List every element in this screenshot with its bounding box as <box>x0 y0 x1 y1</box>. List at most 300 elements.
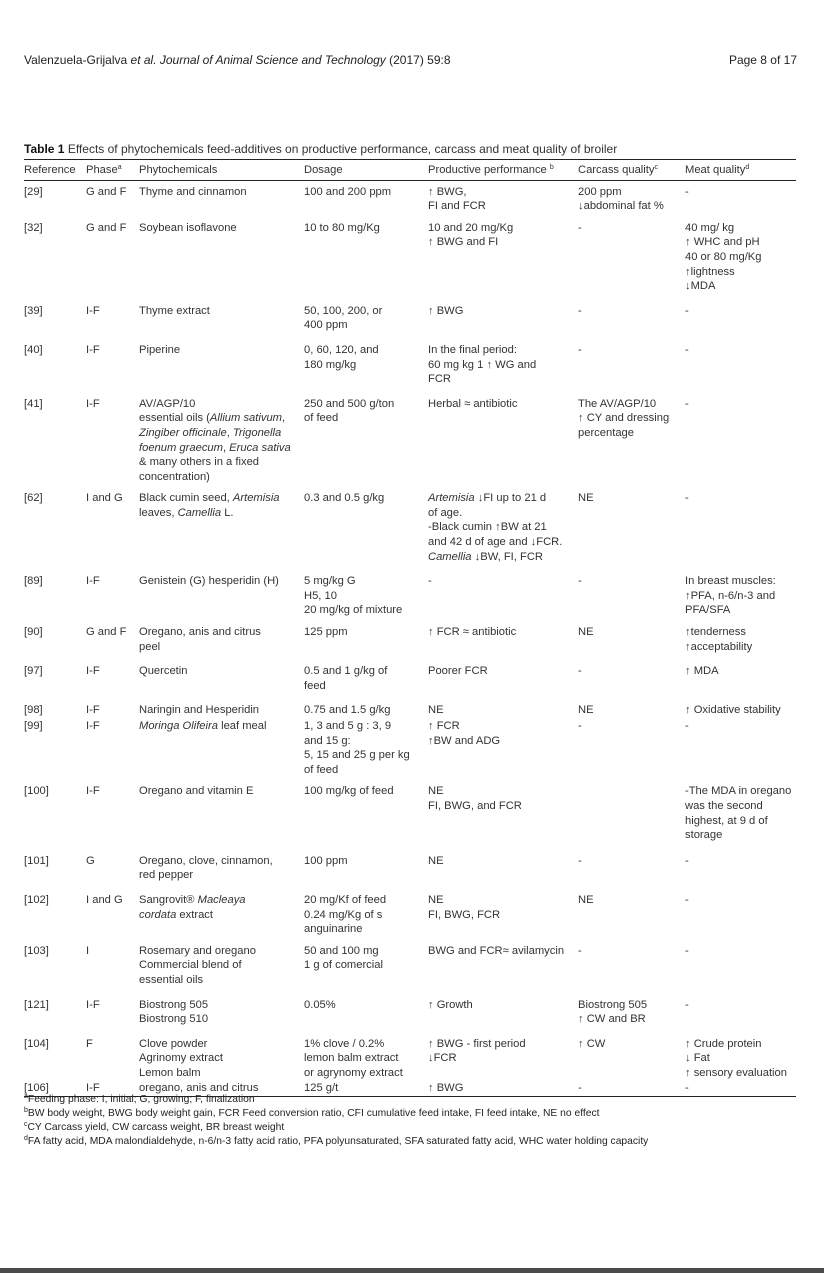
column-header-productive-performance: Productive performance $^b$ <box>428 160 578 181</box>
cell-line: - <box>578 665 582 678</box>
footnote-d: $^d$FA fatty acid, MDA malondialdehyde, n-6/n-3 fatty acid ratio, PFA polyunsaturated, SFA saturated fatty acid, WHC water holding capacity <box>24 1135 649 1147</box>
cell-carcass-quality <box>578 998 685 1037</box>
cell-line: essential oils (Allium sativum, <box>139 412 286 425</box>
cell-line: - <box>578 575 582 588</box>
cell-meat-quality <box>685 221 796 304</box>
cell-line: - <box>578 343 582 356</box>
cell-line: FCR <box>428 373 451 386</box>
cell-line: ↓MDA <box>685 280 716 293</box>
cell-phase: I-F <box>86 304 100 317</box>
cell-phase: I-F <box>86 998 100 1011</box>
cell-line: FI, BWG, and FCR <box>428 799 522 812</box>
cell-line: Naringin and Hesperidin <box>139 704 260 717</box>
cell-line: 40 mg/ kg <box>685 221 735 234</box>
cell-phase: G and F <box>86 185 127 198</box>
cell-line: FI and FCR <box>428 200 486 213</box>
cell-line: ↑ CW and BR <box>578 1013 646 1026</box>
cell-line: 0.05% <box>304 998 336 1011</box>
cell-carcass-quality <box>578 625 685 664</box>
cell-line: ↓ Fat <box>685 1052 710 1065</box>
cell-phase: G and F <box>86 626 127 639</box>
cell-meat-quality <box>685 893 796 944</box>
cell-line: FI, BWG, FCR <box>428 908 501 921</box>
cell-line: 125 ppm <box>304 626 348 639</box>
cell-carcass-quality <box>578 221 685 304</box>
cell-meat-quality <box>685 574 796 625</box>
cell-phase: I-F <box>86 665 100 678</box>
table-row <box>24 1037 796 1082</box>
cell-line: 10 and 20 mg/Kg <box>428 221 514 234</box>
cell-line: ↑ sensory evaluation <box>685 1066 787 1079</box>
cell-reference: [90] <box>24 626 43 639</box>
cell-line: 0.5 and 1 g/kg of <box>304 665 388 678</box>
cell-line: ↑ BWG <box>428 1082 464 1095</box>
header-etal: et al. <box>130 53 157 67</box>
cell-line: 5 mg/kg G <box>304 575 356 588</box>
cell-phytochemicals <box>139 944 304 998</box>
cell-line: ↑ WHC and pH <box>685 236 760 249</box>
cell-line: ↑ Growth <box>428 998 473 1011</box>
cell-line: NE <box>578 492 594 505</box>
cell-line: NE <box>428 785 444 798</box>
cell-meat-quality <box>685 491 796 574</box>
cell-line: NE <box>428 893 444 906</box>
cell-carcass-quality <box>578 944 685 998</box>
column-header-meat-quality: Meat quality$^d$ <box>685 160 796 181</box>
cell-productive-performance <box>428 343 578 397</box>
cell-line: ↑ CW <box>578 1037 606 1050</box>
cell-line: Moringa Olifeira leaf meal <box>139 720 267 732</box>
cell-phase: I-F <box>86 575 100 588</box>
cell-productive-performance <box>428 180 578 221</box>
cell-line: leaves, Camellia L. <box>139 506 234 519</box>
cell-dosage <box>304 397 428 492</box>
cell-reference: [100] <box>24 785 49 798</box>
cell-line: - <box>685 185 689 198</box>
cell-line: 200 ppm <box>578 185 622 198</box>
cell-line: foenum graecum, Eruca sativa <box>139 441 291 454</box>
cell-reference: [89] <box>24 575 43 588</box>
cell-dosage <box>304 574 428 625</box>
cell-dosage <box>304 998 428 1037</box>
cell-carcass-quality <box>578 854 685 893</box>
cell-phase: I and G <box>86 492 123 505</box>
cell-meat-quality <box>685 854 796 893</box>
table-row <box>24 180 796 221</box>
cell-line: NE <box>428 704 444 717</box>
cell-meat-quality <box>685 784 796 853</box>
cell-reference: [104] <box>24 1037 49 1050</box>
cell-line: 250 and 500 g/ton <box>304 397 395 410</box>
cell-line: The AV/AGP/10 <box>578 397 657 410</box>
cell-line: & many others in a fixed <box>139 456 260 469</box>
cell-productive-performance <box>428 304 578 343</box>
cell-carcass-quality <box>578 893 685 944</box>
cell-phytochemicals <box>139 491 304 574</box>
cell-phytochemicals <box>139 397 304 492</box>
cell-meat-quality <box>685 664 796 703</box>
cell-line: 100 and 200 ppm <box>304 185 392 198</box>
cell-phytochemicals <box>139 998 304 1037</box>
cell-line: 125 g/t <box>304 1082 339 1095</box>
cell-line: 0.24 mg/Kg of s <box>304 908 383 921</box>
cell-dosage <box>304 703 428 719</box>
cell-reference: [29] <box>24 185 43 198</box>
cell-line: of age. <box>428 506 463 519</box>
cell-productive-performance <box>428 664 578 703</box>
cell-phase: I-F <box>86 704 100 717</box>
column-header-phase: Phase$^a$ <box>86 160 139 181</box>
cell-dosage <box>304 221 428 304</box>
cell-line: - <box>578 944 582 957</box>
cell-carcass-quality <box>578 397 685 492</box>
cell-reference: [62] <box>24 492 43 505</box>
cell-carcass-quality <box>578 304 685 343</box>
cell-line: - <box>685 492 689 505</box>
cell-phytochemicals <box>139 304 304 343</box>
cell-line: - <box>685 854 689 867</box>
cell-line: Black cumin seed, Artemisia <box>139 492 280 505</box>
column-header-reference: Reference <box>24 160 86 181</box>
cell-carcass-quality <box>578 703 685 719</box>
cell-line: Lemon balm <box>139 1066 201 1079</box>
cell-line: ↑PFA, n-6/n-3 and <box>685 589 776 602</box>
cell-line: peel <box>139 640 161 653</box>
cell-reference: [41] <box>24 397 43 410</box>
cell-line: 0.75 and 1.5 g/kg <box>304 704 391 717</box>
cell-phytochemicals <box>139 221 304 304</box>
cell-productive-performance <box>428 397 578 492</box>
cell-productive-performance <box>428 719 578 784</box>
cell-line: Zingiber officinale, Trigonella <box>139 426 282 439</box>
cell-dosage <box>304 343 428 397</box>
cell-line: Herbal ≈ antibiotic <box>428 397 518 410</box>
cell-carcass-quality <box>578 574 685 625</box>
cell-phase: G and F <box>86 221 127 234</box>
cell-line: highest, at 9 d of <box>685 814 768 827</box>
cell-meat-quality <box>685 343 796 397</box>
table-row <box>24 784 796 853</box>
cell-dosage <box>304 625 428 664</box>
header-authors: Valenzuela-Grijalva <box>24 53 128 67</box>
cell-line: -The MDA in oregano <box>685 785 792 798</box>
cell-dosage <box>304 304 428 343</box>
cell-line: Oregano, anis and citrus <box>139 626 261 639</box>
cell-line: - <box>685 944 689 957</box>
cell-line: Biostrong 505 <box>578 998 648 1011</box>
cell-line: 40 or 80 mg/Kg <box>685 250 762 263</box>
cell-phase: I-F <box>86 785 100 798</box>
table-row <box>24 574 796 625</box>
cell-line: feed <box>304 679 326 692</box>
cell-line: Agrinomy extract <box>139 1052 223 1065</box>
cell-line: 50, 100, 200, or <box>304 304 383 317</box>
cell-line: Piperine <box>139 343 181 356</box>
cell-line: ↑ BWG <box>428 304 464 317</box>
cell-meat-quality <box>685 703 796 719</box>
cell-reference: [99] <box>24 720 43 732</box>
cell-phytochemicals <box>139 703 304 719</box>
cell-line: oregano, anis and citrus <box>139 1082 259 1095</box>
cell-line: ↓FCR <box>428 1052 457 1065</box>
column-header-phytochemicals: Phytochemicals <box>139 160 304 181</box>
cell-line: ↑tenderness <box>685 626 746 639</box>
cell-line: Biostrong 505 <box>139 998 209 1011</box>
cell-line: NE <box>578 704 594 717</box>
cell-line: 400 ppm <box>304 319 348 332</box>
table-caption-label: Table 1 <box>24 142 65 156</box>
table-row <box>24 625 796 664</box>
cell-productive-performance <box>428 221 578 304</box>
cell-line: NE <box>428 854 444 867</box>
cell-line: ↑ MDA <box>685 665 719 678</box>
cell-line: - <box>685 397 689 410</box>
page-number: Page 8 of 17 <box>728 53 797 67</box>
table-row <box>24 664 796 703</box>
cell-reference: [101] <box>24 854 49 867</box>
cell-meat-quality <box>685 944 796 998</box>
cell-line: Poorer FCR <box>428 665 488 678</box>
cell-line: BWG and FCR≈ avilamycin <box>428 944 565 957</box>
cell-line: storage <box>685 829 723 842</box>
cell-line: 0, 60, 120, and <box>304 343 379 356</box>
viewer-bottom-bar <box>0 1268 824 1273</box>
cell-dosage <box>304 854 428 893</box>
table-row <box>24 343 796 397</box>
cell-line: 10 to 80 mg/Kg <box>304 221 380 234</box>
cell-carcass-quality <box>578 784 685 853</box>
column-header-carcass-quality: Carcass quality$^c$ <box>578 160 685 181</box>
cell-carcass-quality <box>578 180 685 221</box>
table-header-row <box>24 160 796 181</box>
cell-line: Soybean isoflavone <box>139 221 237 234</box>
cell-phytochemicals <box>139 625 304 664</box>
cell-line: cordata extract <box>139 908 214 921</box>
cell-phase: I and G <box>86 893 123 906</box>
cell-line: 100 ppm <box>304 854 348 867</box>
cell-productive-performance <box>428 784 578 853</box>
cell-line: AV/AGP/10 <box>139 397 196 410</box>
cell-meat-quality <box>685 180 796 221</box>
cell-meat-quality <box>685 1037 796 1082</box>
table-footnotes <box>24 1093 648 1149</box>
cell-phase: I-F <box>86 1081 139 1096</box>
cell-line: Thyme extract <box>139 304 210 317</box>
cell-line: In the final period: <box>428 343 517 356</box>
cell-line: ↑ Oxidative stability <box>685 704 781 717</box>
data-table <box>24 159 796 1097</box>
cell-line: 100 mg/kg of feed <box>304 785 394 798</box>
table-row <box>24 397 796 492</box>
cell-line: Artemisia ↓FI up to 21 d <box>428 492 547 505</box>
cell-line: - <box>685 720 689 732</box>
cell-line: 1 g of comercial <box>304 959 383 972</box>
cell-line: - <box>685 893 689 906</box>
table-row <box>24 998 796 1037</box>
table-row <box>24 221 796 304</box>
cell-line: was the second <box>685 799 763 812</box>
cell-line: 1% clove / 0.2% <box>304 1037 385 1050</box>
table-caption-text: Effects of phytochemicals feed-additives on productive performance, carcass and meat quality of broiler <box>67 142 618 156</box>
cell-line: Biostrong 510 <box>139 1013 209 1026</box>
running-header <box>24 53 451 67</box>
cell-line: of feed <box>304 763 339 776</box>
cell-phytochemicals <box>139 343 304 397</box>
cell-line: H5, 10 <box>304 589 337 602</box>
cell-line: ↑lightness <box>685 265 735 278</box>
cell-phase: G <box>86 854 95 867</box>
cell-line: percentage <box>578 426 634 439</box>
header-journal: Journal of Animal Science and Technology <box>159 53 386 67</box>
cell-line: - <box>578 304 582 317</box>
table-caption <box>24 142 617 156</box>
cell-phytochemicals <box>139 664 304 703</box>
cell-productive-performance <box>428 854 578 893</box>
cell-line: 20 mg/Kf of feed <box>304 893 387 906</box>
cell-dosage <box>304 719 428 784</box>
cell-meat-quality <box>685 1081 796 1096</box>
cell-line: - <box>578 720 582 732</box>
column-header-dosage: Dosage <box>304 160 428 181</box>
cell-line: ↓abdominal fat % <box>578 200 664 213</box>
cell-phytochemicals <box>139 784 304 853</box>
cell-line: 50 and 100 mg <box>304 944 379 957</box>
cell-productive-performance <box>428 998 578 1037</box>
cell-meat-quality <box>685 397 796 492</box>
cell-phytochemicals <box>139 574 304 625</box>
cell-carcass-quality <box>578 343 685 397</box>
cell-line: Commercial blend of <box>139 959 242 972</box>
cell-line: ↑ CY and dressing <box>578 412 670 425</box>
cell-line: NE <box>578 626 594 639</box>
cell-productive-performance <box>428 625 578 664</box>
cell-reference: [121] <box>24 998 49 1011</box>
cell-phase: I-F <box>86 720 100 732</box>
cell-meat-quality <box>685 304 796 343</box>
cell-phase: I <box>86 944 90 957</box>
cell-line: 180 mg/kg <box>304 358 357 371</box>
cell-line: ↑ Crude protein <box>685 1037 762 1050</box>
cell-productive-performance <box>428 944 578 998</box>
cell-dosage <box>304 180 428 221</box>
cell-dosage <box>304 1037 428 1082</box>
cell-phytochemicals <box>139 1037 304 1082</box>
cell-reference: [102] <box>24 893 49 906</box>
cell-line: Thyme and cinnamon <box>139 185 247 198</box>
footnote-a: $^a$Feeding phase: I, initial; G, growing; F, finalization <box>24 1093 255 1105</box>
cell-reference: [98] <box>24 704 43 717</box>
table-row <box>24 304 796 343</box>
cell-line: -Black cumin ↑BW at 21 <box>428 521 547 534</box>
cell-meat-quality <box>685 625 796 664</box>
cell-reference: [103] <box>24 944 49 957</box>
cell-line: ↑ BWG and FI <box>428 236 499 249</box>
cell-phase: I-F <box>86 343 100 356</box>
cell-line: and 42 d of age and ↓FCR. <box>428 536 563 549</box>
cell-dosage <box>304 944 428 998</box>
cell-line: Genistein (G) hesperidin (H) <box>139 575 279 588</box>
table-row <box>24 944 796 998</box>
cell-line: - <box>685 304 689 317</box>
cell-line: In breast muscles: <box>685 575 776 588</box>
cell-dosage <box>304 784 428 853</box>
cell-productive-performance <box>428 491 578 574</box>
cell-carcass-quality <box>578 664 685 703</box>
cell-line: - <box>685 1082 689 1095</box>
cell-line: Rosemary and oregano <box>139 944 256 957</box>
cell-reference: [32] <box>24 221 43 234</box>
cell-dosage <box>304 893 428 944</box>
cell-line: ↑ FCR <box>428 720 460 732</box>
cell-line: - <box>428 575 432 588</box>
cell-reference: [39] <box>24 304 43 317</box>
cell-line: and 15 g: <box>304 734 351 747</box>
cell-line: ↑acceptability <box>685 640 753 653</box>
cell-line: Oregano and vitamin E <box>139 785 254 798</box>
cell-line: 60 mg kg 1 ↑ WG and <box>428 358 537 371</box>
cell-line: - <box>578 854 582 867</box>
table-row <box>24 893 796 944</box>
cell-line: - <box>578 221 582 234</box>
cell-line: essential oils <box>139 973 204 986</box>
cell-line: or agrynomy extract <box>304 1066 403 1079</box>
cell-dosage <box>304 664 428 703</box>
footnote-c: $^c$CY Carcass yield, CW carcass weight, BR breast weight <box>24 1121 285 1133</box>
cell-meat-quality <box>685 998 796 1037</box>
header-citation: (2017) 59:8 <box>389 53 451 67</box>
cell-phytochemicals <box>139 180 304 221</box>
cell-line: NE <box>578 893 594 906</box>
cell-line: ↑ FCR ≈ antibiotic <box>428 626 517 639</box>
cell-line: - <box>578 1082 582 1095</box>
cell-line: 20 mg/kg of mixture <box>304 604 403 617</box>
cell-line: 0.3 and 0.5 g/kg <box>304 492 385 505</box>
cell-line: red pepper <box>139 869 194 882</box>
cell-line: - <box>685 343 689 356</box>
cell-line: 1, 3 and 5 g : 3, 9 <box>304 720 392 732</box>
cell-line: Camellia ↓BW, FI, FCR <box>428 550 544 563</box>
cell-dosage <box>304 491 428 574</box>
cell-line: of feed <box>304 412 339 425</box>
cell-line: anguinarine <box>304 923 363 936</box>
cell-carcass-quality <box>578 719 685 784</box>
cell-line: Quercetin <box>139 665 188 678</box>
cell-line: ↑ BWG - first period <box>428 1037 526 1050</box>
cell-line: ↑ BWG, <box>428 185 467 198</box>
cell-line: Clove powder <box>139 1037 208 1050</box>
cell-productive-performance <box>428 1037 578 1082</box>
table-row <box>24 854 796 893</box>
cell-phase: F <box>86 1037 93 1050</box>
cell-meat-quality <box>685 719 796 784</box>
cell-phytochemicals <box>139 719 304 784</box>
cell-carcass-quality <box>578 1037 685 1082</box>
cell-productive-performance <box>428 574 578 625</box>
cell-line: Sangrovit® Macleaya <box>139 893 246 906</box>
cell-line: ↑BW and ADG <box>428 734 501 747</box>
cell-reference: [40] <box>24 343 43 356</box>
cell-reference: [97] <box>24 665 43 678</box>
table-row <box>24 491 796 574</box>
cell-line: PFA/SFA <box>685 604 731 617</box>
footnote-b: $^b$BW body weight, BWG body weight gain, FCR Feed conversion ratio, CFI cumulative feed intake, FI feed intake, NE no effect <box>24 1107 600 1119</box>
table-row <box>24 703 796 719</box>
cell-line: concentration) <box>139 470 210 483</box>
cell-reference: [106] <box>24 1081 86 1096</box>
cell-phytochemicals <box>139 893 304 944</box>
cell-carcass-quality <box>578 491 685 574</box>
cell-line: - <box>685 998 689 1011</box>
